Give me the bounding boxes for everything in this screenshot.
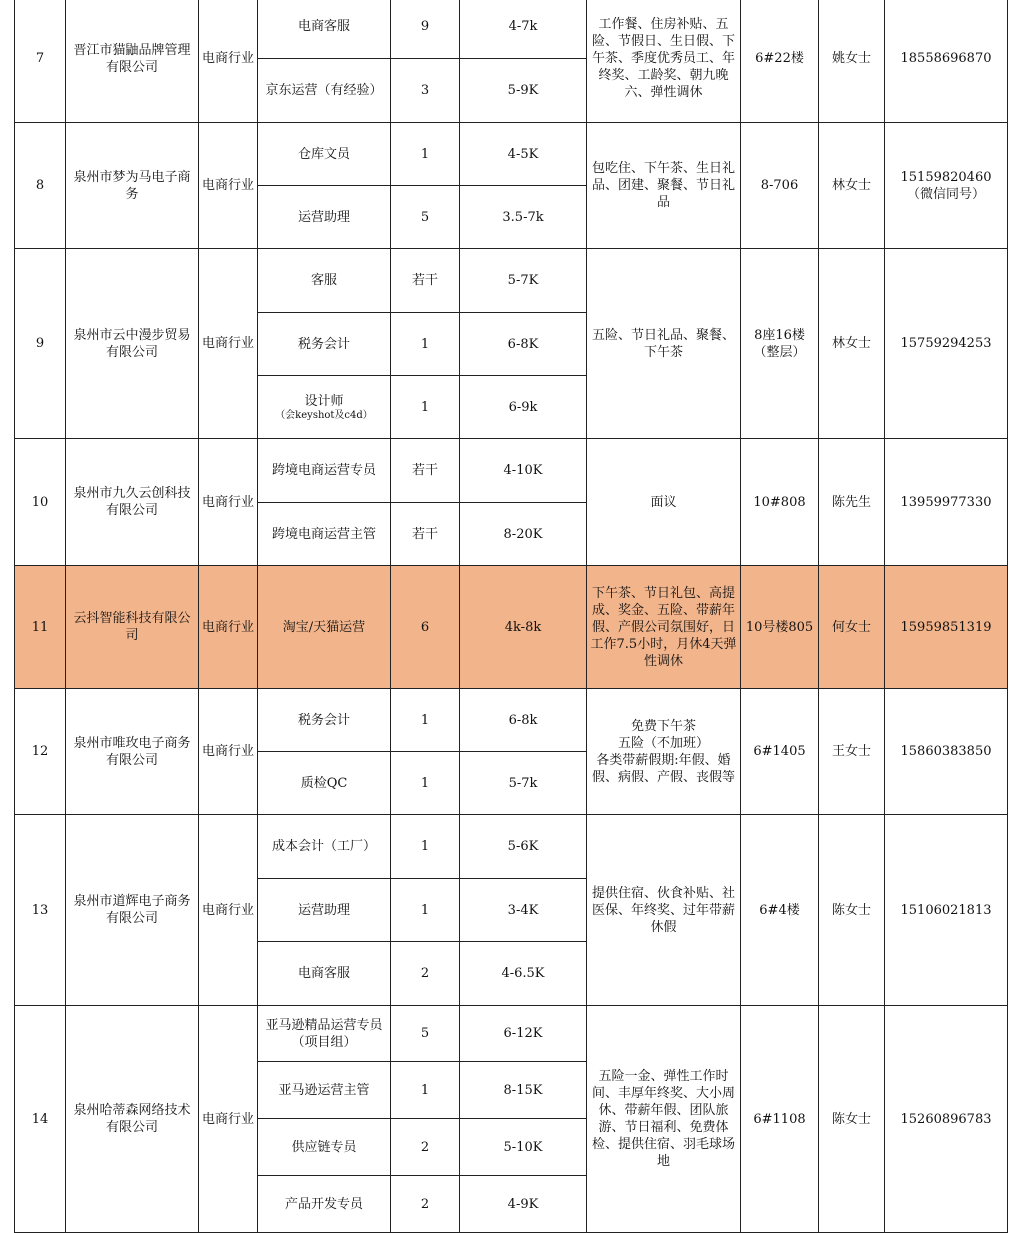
- benefits: 工作餐、住房补贴、五险、节假日、生日假、下午茶、季度优秀员工、年终奖、工龄奖、朝九晚六、弹性调休: [587, 0, 741, 123]
- phone: 15759294253: [885, 249, 1008, 439]
- industry: 电商行业: [199, 566, 258, 689]
- company-name: 泉州市唯玫电子商务有限公司: [66, 689, 199, 815]
- table-row: [15, 0, 1008, 59]
- contact-person: 陈女士: [819, 1006, 885, 1233]
- position-title: 成本会计（工厂）: [258, 815, 391, 879]
- position-title: 供应链专员: [258, 1119, 391, 1176]
- phone: 15959851319: [885, 566, 1008, 689]
- position-title: 跨境电商运营主管: [258, 503, 391, 566]
- position-title: 亚马逊运营主管: [258, 1062, 391, 1119]
- position-salary: 4-6.5K: [460, 942, 587, 1006]
- contact-person: 陈先生: [819, 439, 885, 566]
- position-count: 1: [391, 689, 460, 752]
- position-salary: 4-5K: [460, 123, 587, 186]
- position-title: 跨境电商运营专员: [258, 439, 391, 503]
- address: 10#808: [741, 439, 819, 566]
- position-count: 1: [391, 123, 460, 186]
- position-salary: 6-9k: [460, 376, 587, 439]
- position-title: 电商客服: [258, 0, 391, 59]
- position-salary: 5-9K: [460, 59, 587, 123]
- row-number: 14: [15, 1006, 66, 1233]
- table-row-highlighted: [15, 566, 1008, 689]
- contact-person: 林女士: [819, 249, 885, 439]
- position-title: 税务会计: [258, 689, 391, 752]
- address: 10号楼805: [741, 566, 819, 689]
- position-count: 1: [391, 376, 460, 439]
- position-salary: 8-20K: [460, 503, 587, 566]
- position-salary: 6-8K: [460, 313, 587, 376]
- row-number: 12: [15, 689, 66, 815]
- contact-person: 王女士: [819, 689, 885, 815]
- company-name: 晋江市猫鼬品牌管理有限公司: [66, 0, 199, 123]
- position-title-cell: [258, 376, 391, 439]
- position-salary: 5-10K: [460, 1119, 587, 1176]
- table-row: [15, 123, 1008, 186]
- industry: 电商行业: [199, 1006, 258, 1233]
- phone: 13959977330: [885, 439, 1008, 566]
- company-name: 泉州哈蒂森网络技术有限公司: [66, 1006, 199, 1233]
- position-title: 税务会计: [258, 313, 391, 376]
- position-salary: 4k-8k: [460, 566, 587, 689]
- position-count: 2: [391, 1176, 460, 1233]
- position-title: 电商客服: [258, 942, 391, 1006]
- position-title: 亚马逊精品运营专员（项目组）: [258, 1006, 391, 1062]
- position-title: 仓库文员: [258, 123, 391, 186]
- position-count: 1: [391, 752, 460, 815]
- table-row: [15, 815, 1008, 879]
- row-number: 8: [15, 123, 66, 249]
- company-name: 云抖智能科技有限公司: [66, 566, 199, 689]
- contact-person: 陈女士: [819, 815, 885, 1006]
- position-count: 若干: [391, 503, 460, 566]
- position-salary: 5-7k: [460, 752, 587, 815]
- industry: 电商行业: [199, 689, 258, 815]
- position-count: 1: [391, 879, 460, 942]
- address: 8座16楼（整层）: [741, 249, 819, 439]
- position-salary: 4-9K: [460, 1176, 587, 1233]
- address: 6#22楼: [741, 0, 819, 123]
- position-count: 3: [391, 59, 460, 123]
- phone: 15260896783: [885, 1006, 1008, 1233]
- address: 6#1108: [741, 1006, 819, 1233]
- position-count: 9: [391, 0, 460, 59]
- address: 8-706: [741, 123, 819, 249]
- position-salary: 8-15K: [460, 1062, 587, 1119]
- table-row: [15, 249, 1008, 313]
- row-number: 7: [15, 0, 66, 123]
- benefits: 免费下午茶 五险（不加班） 各类带薪假期:年假、婚假、病假、产假、丧假等: [587, 689, 741, 815]
- benefits: 下午茶、节日礼包、高提成、奖金、五险、带薪年假、产假公司氛围好，日工作7.5小时，月休4天弹性调休: [587, 566, 741, 689]
- table-row: [15, 689, 1008, 752]
- industry: 电商行业: [199, 815, 258, 1006]
- company-name: 泉州市九久云创科技有限公司: [66, 439, 199, 566]
- benefits: 面议: [587, 439, 741, 566]
- position-count: 2: [391, 1119, 460, 1176]
- row-number: 13: [15, 815, 66, 1006]
- position-count: 1: [391, 1062, 460, 1119]
- benefits: 五险一金、弹性工作时间、丰厚年终奖、大小周休、带薪年假、团队旅游、节日福利、免费体检、提供住宿、羽毛球场地: [587, 1006, 741, 1233]
- industry: 电商行业: [199, 0, 258, 123]
- position-title: 质检QC: [258, 752, 391, 815]
- company-name: 泉州市梦为马电子商务: [66, 123, 199, 249]
- position-title: 设计师: [304, 393, 344, 409]
- position-count: 5: [391, 186, 460, 249]
- position-count: 5: [391, 1006, 460, 1062]
- position-salary: 3.5-7k: [460, 186, 587, 249]
- position-salary: 4-10K: [460, 439, 587, 503]
- phone: 18558696870: [885, 0, 1008, 123]
- company-name: 泉州市道辉电子商务有限公司: [66, 815, 199, 1006]
- address: 6#4楼: [741, 815, 819, 1006]
- table-row: [15, 1006, 1008, 1062]
- position-note: （会keyshot及c4d）: [275, 409, 373, 421]
- address: 6#1405: [741, 689, 819, 815]
- position-title: 运营助理: [258, 186, 391, 249]
- industry: 电商行业: [199, 439, 258, 566]
- position-title: 京东运营（有经验）: [258, 59, 391, 123]
- position-salary: 5-6K: [460, 815, 587, 879]
- row-number: 9: [15, 249, 66, 439]
- position-salary: 6-12K: [460, 1006, 587, 1062]
- position-count: 若干: [391, 249, 460, 313]
- table-row: [15, 439, 1008, 503]
- position-count: 若干: [391, 439, 460, 503]
- position-title: 产品开发专员: [258, 1176, 391, 1233]
- job-table: [14, 0, 1008, 1233]
- row-number: 10: [15, 439, 66, 566]
- position-title: 运营助理: [258, 879, 391, 942]
- phone: 15159820460（微信同号）: [885, 123, 1008, 249]
- benefits: 提供住宿、伙食补贴、社医保、年终奖、过年带薪休假: [587, 815, 741, 1006]
- position-count: 1: [391, 815, 460, 879]
- position-salary: 5-7K: [460, 249, 587, 313]
- company-name: 泉州市云中漫步贸易有限公司: [66, 249, 199, 439]
- position-salary: 6-8k: [460, 689, 587, 752]
- row-number: 11: [15, 566, 66, 689]
- industry: 电商行业: [199, 249, 258, 439]
- position-salary: 3-4K: [460, 879, 587, 942]
- benefits: 五险、节日礼品、聚餐、下午茶: [587, 249, 741, 439]
- position-count: 2: [391, 942, 460, 1006]
- industry: 电商行业: [199, 123, 258, 249]
- position-salary: 4-7k: [460, 0, 587, 59]
- contact-person: 何女士: [819, 566, 885, 689]
- phone: 15106021813: [885, 815, 1008, 1006]
- phone: 15860383850: [885, 689, 1008, 815]
- position-title: 客服: [258, 249, 391, 313]
- contact-person: 林女士: [819, 123, 885, 249]
- position-title: 淘宝/天猫运营: [258, 566, 391, 689]
- benefits: 包吃住、下午茶、生日礼品、团建、聚餐、节日礼品: [587, 123, 741, 249]
- position-count: 1: [391, 313, 460, 376]
- contact-person: 姚女士: [819, 0, 885, 123]
- position-count: 6: [391, 566, 460, 689]
